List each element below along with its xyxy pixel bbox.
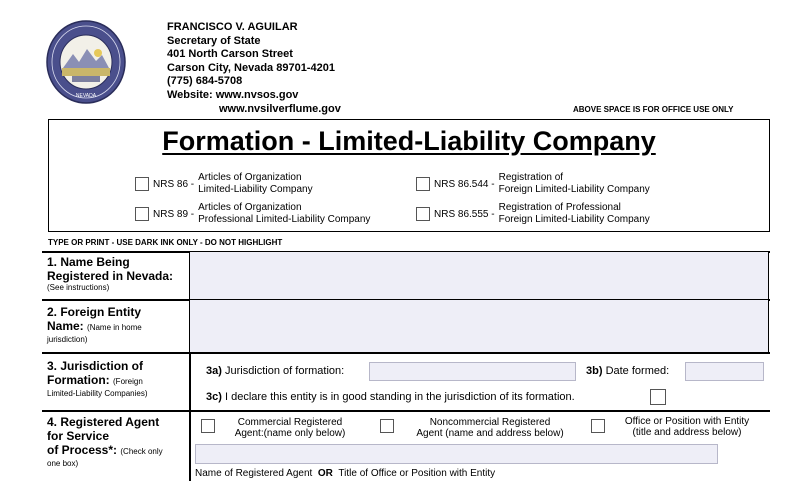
office-street: 401 North Carson Street [167,48,293,61]
nrs-86-544-checkbox[interactable] [416,177,430,191]
option-nrs-89[interactable] [135,202,370,226]
section-3-line-1: 3. Jurisdiction of [47,359,144,373]
svg-text:NEVADA: NEVADA [75,93,97,99]
section-3-note-2: Limited-Liability Companies) [47,389,148,398]
ink-instructions: TYPE OR PRINT - USE DARK INK ONLY - DO NOT HIGHLIGHT [48,238,283,247]
section-1-line-1: 1. Name Being [47,255,130,269]
section-3-line-2: Formation: [47,373,110,387]
nrs-86-desc-2: Limited-Liability Company [198,184,313,195]
nrs-89-desc [198,202,370,226]
office-website: Website: www.nvsos.gov [167,88,299,101]
noncommercial-agent-label-1: Noncommercial Registered [429,417,551,428]
office-phone: (775) 684-5708 [167,75,243,88]
form-type-box [48,119,770,232]
section-4-label [47,415,163,469]
office-position-label-2: (title and address below) [632,427,742,438]
nrs-86-544-code: NRS 86.544 - [434,178,495,190]
nrs-86-desc [198,172,313,196]
nrs-86-555-desc-1: Registration of Professional [498,202,621,213]
office-city: Carson City, Nevada 89701-4201 [167,61,335,74]
section-4-line-2: for Service [47,429,110,443]
good-standing-label [206,391,575,403]
good-standing-label-text: I declare this entity is in good standing in the jurisdiction of its formation. [224,391,575,403]
registered-agent-name-caption [195,468,495,479]
agent-name-caption-a: Name of Registered Agent [195,468,313,479]
row-divider-3 [42,410,770,412]
office-position-checkbox[interactable] [591,419,605,433]
date-formed-number: 3b) [586,365,603,377]
office-website-2: www.nvsilverflume.gov [219,102,341,115]
noncommercial-agent-label-2: Agent (name and address below) [416,428,564,439]
commercial-agent-checkbox[interactable] [201,419,215,433]
option-nrs-86-555[interactable] [416,202,650,226]
section-4-line-3: of Process*: [47,443,118,457]
option-nrs-86-544[interactable] [416,172,650,196]
nrs-86-555-desc-2: Foreign Limited-Liability Company [498,214,650,225]
nevada-state-seal [46,20,126,104]
jurisdiction-label [206,365,344,377]
office-position-label-1: Office or Position with Entity [624,416,750,427]
date-formed-label-text: Date formed: [605,365,670,377]
row-divider-2 [42,352,770,354]
section-2-note-2: jurisdiction) [47,335,88,344]
nrs-86-555-desc [499,202,650,226]
jurisdiction-label-text: Jurisdiction of formation: [224,365,345,377]
section-1-line-2: Registered in Nevada: [47,269,174,283]
agent-name-caption-or: OR [317,468,333,479]
commercial-agent-label-2: Agent:(name only below) [234,428,346,439]
entity-name-field[interactable] [190,252,769,299]
good-standing-number: 3c) [206,391,222,403]
section-2-line-2: Name: [47,319,84,333]
section-4-note-1: (Check only [120,447,163,456]
office-use-note: ABOVE SPACE IS FOR OFFICE USE ONLY [573,105,734,114]
nrs-89-desc-1: Articles of Organization [198,202,302,213]
registered-agent-name-input[interactable] [195,444,718,464]
nrs-86-555-code: NRS 86.555 - [434,208,495,220]
commercial-agent-label [220,417,360,439]
jurisdiction-number: 3a) [206,365,222,377]
date-formed-label [586,365,669,377]
nrs-86-desc-1: Articles of Organization [198,172,302,183]
section-1-note: (See instructions) [47,283,110,292]
secretary-name: FRANCISCO V. AGUILAR [167,21,298,33]
noncommercial-agent-label [404,417,576,439]
nrs-86-checkbox[interactable] [135,177,149,191]
agent-name-caption-b: Title of Office or Position with Entity [338,468,496,479]
commercial-agent-label-1: Commercial Registered [237,417,343,428]
foreign-entity-name-field[interactable] [190,300,769,352]
section-1-label [47,255,173,293]
section-2-label [47,305,142,345]
option-nrs-86[interactable] [135,172,313,196]
nrs-86-544-desc-2: Foreign Limited-Liability Company [498,184,650,195]
form-title: Formation - Limited-Liability Company [162,126,656,156]
nrs-86-544-desc-1: Registration of [498,172,564,183]
secretary-title: Secretary of State [167,34,261,47]
nrs-89-desc-2: Professional Limited-Liability Company [198,214,371,225]
section-4-line-1: 4. Registered Agent [47,415,160,429]
good-standing-checkbox[interactable] [650,389,666,405]
nrs-86-555-checkbox[interactable] [416,207,430,221]
section-2-line-1: 2. Foreign Entity [47,305,142,319]
nrs-89-checkbox[interactable] [135,207,149,221]
nrs-86-code: NRS 86 - [153,178,195,190]
office-position-label [611,416,763,438]
section-4-note-2: one box) [47,459,79,468]
office-address-block [167,21,341,116]
section-3-label [47,359,147,399]
jurisdiction-input[interactable] [369,362,576,381]
date-formed-input[interactable] [685,362,764,381]
nrs-86-544-desc [499,172,650,196]
nrs-89-code: NRS 89 - [153,208,195,220]
noncommercial-agent-checkbox[interactable] [380,419,394,433]
section-2-note-1: (Name in home [87,323,142,332]
section-3-note-1: (Foreign [113,377,143,386]
